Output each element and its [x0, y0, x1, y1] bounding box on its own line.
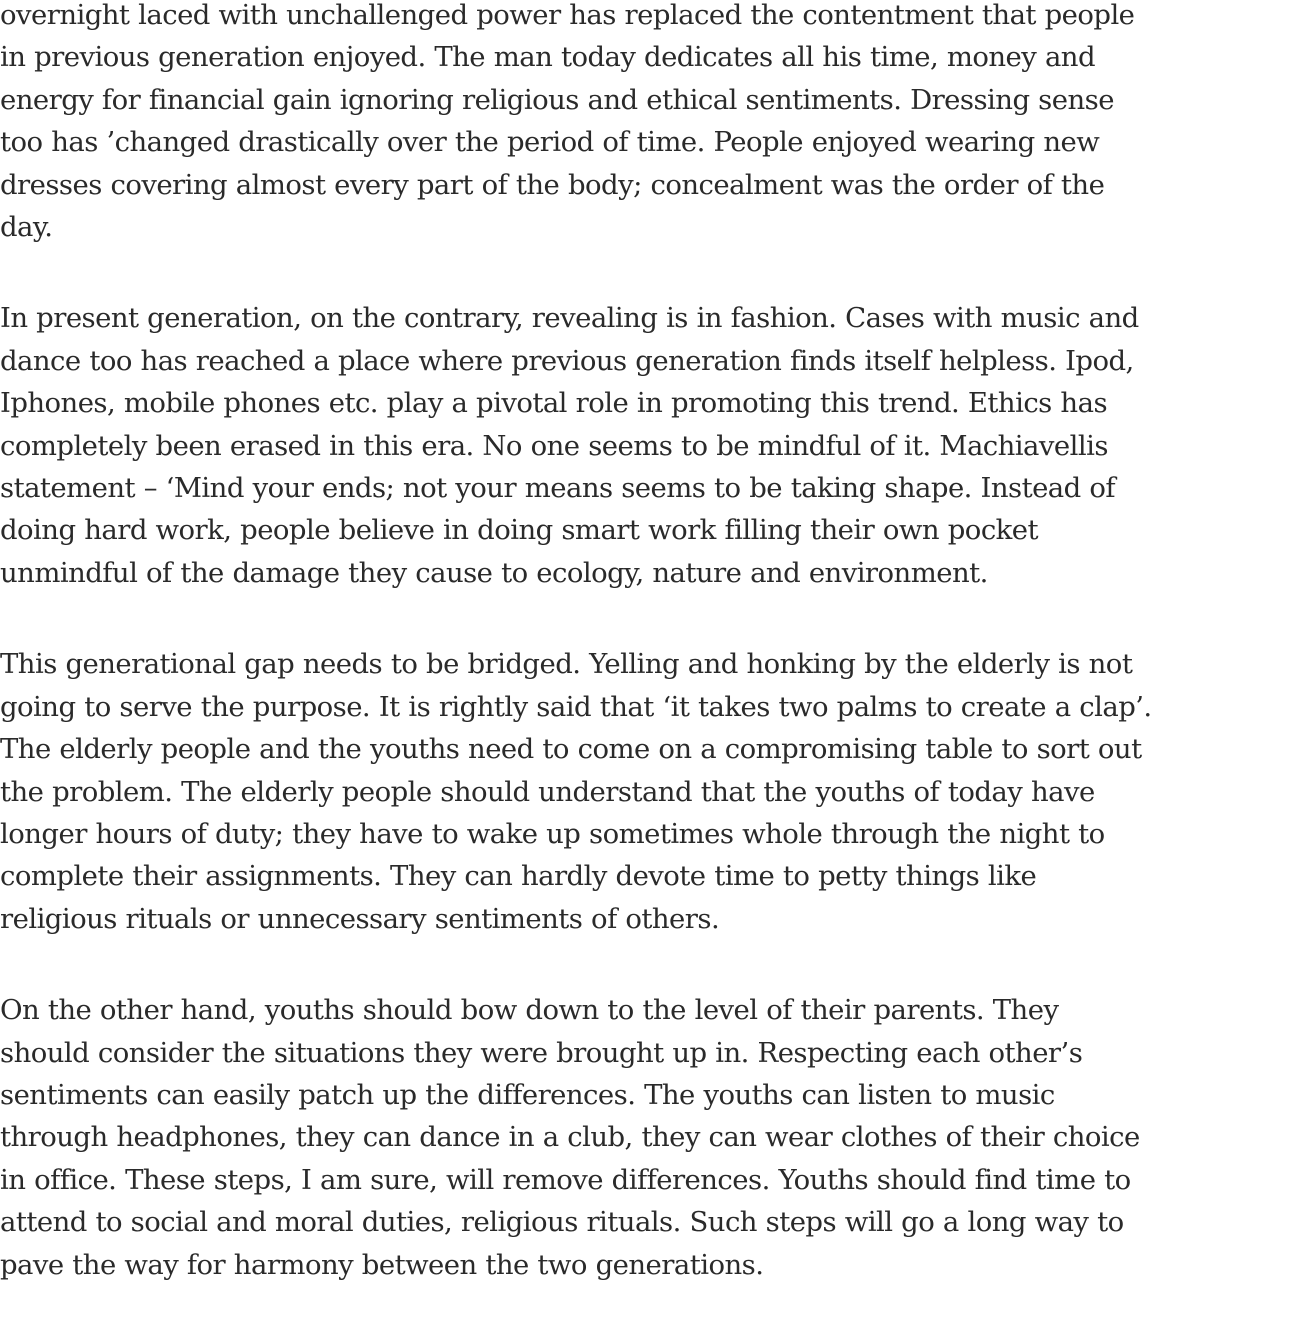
text-line: going to serve the purpose. It is rightly said that ‘it takes two palms to create a clap’.	[0, 690, 1152, 723]
text-line: unmindful of the damage they cause to ecology, nature and environment.	[0, 556, 988, 589]
paragraph-2	[0, 297, 1293, 594]
text-line: religious rituals or unnecessary sentiments of others.	[0, 902, 720, 935]
text-line: through headphones, they can dance in a club, they can wear clothes of their choice	[0, 1121, 1140, 1154]
text-line: should consider the situations they were brought up in. Respecting each other’s	[0, 1036, 1083, 1069]
text-line: longer hours of duty; they have to wake up sometimes whole through the night to	[0, 817, 1105, 850]
text-line: The elderly people and the youths need to come on a compromising table to sort out	[0, 733, 1142, 766]
text-line: On the other hand, youths should bow down to the level of their parents. They	[0, 994, 1059, 1027]
text-line: dresses covering almost every part of the body; concealment was the order of the	[0, 168, 1105, 201]
text-line: dance too has reached a place where previous generation finds itself helpless. Ipod,	[0, 344, 1134, 377]
text-line: overnight laced with unchallenged power has replaced the contentment that people	[0, 0, 1135, 31]
text-line: doing hard work, people believe in doing smart work filling their own pocket	[0, 514, 1039, 547]
text-line: too has ’changed drastically over the period of time. People enjoyed wearing new	[0, 126, 1100, 159]
text-line: statement – ‘Mind your ends; not your means seems to be taking shape. Instead of	[0, 472, 1116, 505]
text-line: completely been erased in this era. No one seems to be mindful of it. Machiavellis	[0, 429, 1108, 462]
paragraph-3	[0, 643, 1293, 940]
text-line: in previous generation enjoyed. The man today dedicates all his time, money and	[0, 41, 1096, 74]
text-line: This generational gap needs to be bridged. Yelling and honking by the elderly is not	[0, 648, 1133, 681]
text-line: sentiments can easily patch up the differences. The youths can listen to music	[0, 1078, 1055, 1111]
paragraph-1	[0, 0, 1293, 248]
text-line: pave the way for harmony between the two generations.	[0, 1248, 764, 1281]
text-line: In present generation, on the contrary, revealing is in fashion. Cases with music and	[0, 302, 1139, 335]
text-line: the problem. The elderly people should understand that the youths of today have	[0, 775, 1095, 808]
text-line: in office. These steps, I am sure, will remove differences. Youths should find time to	[0, 1163, 1131, 1196]
paragraph-4	[0, 989, 1293, 1286]
text-line: complete their assignments. They can hardly devote time to petty things like	[0, 860, 1037, 893]
text-line: attend to social and moral duties, religious rituals. Such steps will go a long way to	[0, 1206, 1124, 1239]
text-line: day.	[0, 211, 53, 244]
text-line: energy for financial gain ignoring religious and ethical sentiments. Dressing sense	[0, 83, 1114, 116]
text-line: Iphones, mobile phones etc. play a pivotal role in promoting this trend. Ethics has	[0, 387, 1108, 420]
